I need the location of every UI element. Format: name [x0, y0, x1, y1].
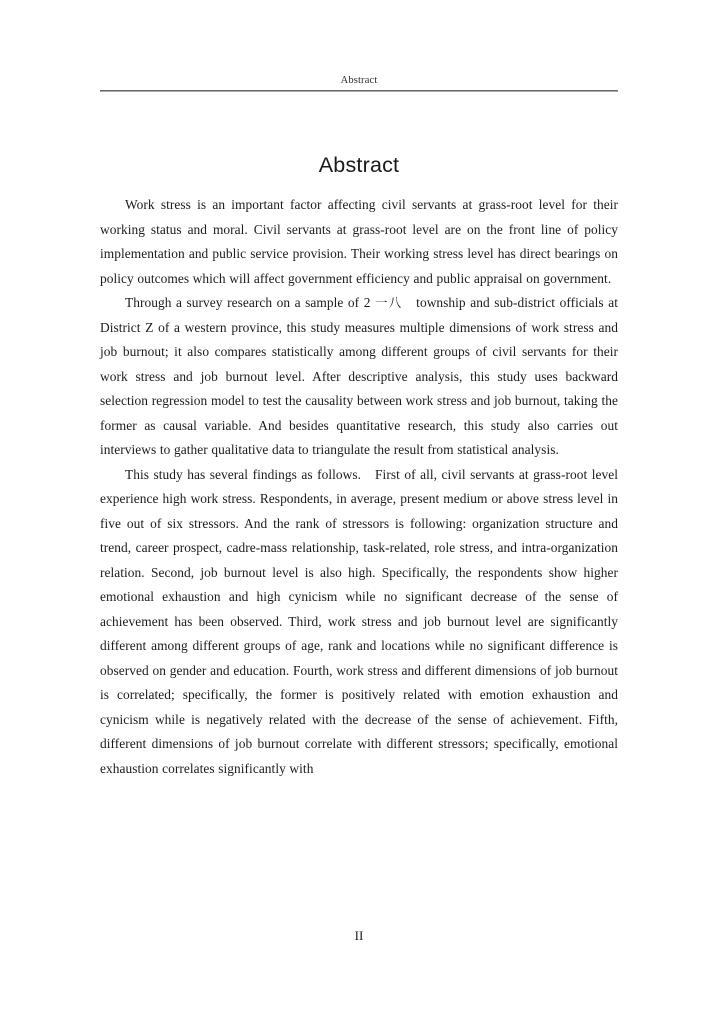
paragraph-2-text-before-cjk: Through a survey research on a sample of 2	[125, 295, 375, 310]
paragraph-3	[100, 463, 618, 782]
header-divider-rule	[100, 90, 618, 92]
paragraph-3-remainder: First of all, civil servants at grass-root level experience high work stress. Respondents, in average, present medium or above stress level in five out of six stressors. And the rank of stressors is following: organization structure and trend, career prospect, cadre-mass relationship, task-related, role stress, and intra-organization relation. Second, job burnout level is also high. Specifically, the respondents show higher emotional exhaustion and high cynicism while no significant decrease of the sense of achievement has been observed. Third, work stress and job burnout level are significantly different among different groups of age, rank and locations while no significant difference is observed on gender and education. Fourth, work stress and different dimensions of job burnout is correlated; specifically, the former is positively related with emotion exhaustion and cynicism while is negatively related with the decrease of the sense of achievement. Fifth, different dimensions of job burnout correlate with different stressors; specifically, emotional exhaustion correlates significantly with	[100, 466, 618, 776]
paragraph-2-text-after-cjk: township and sub-district officials at District Z of a western province, this study measures multiple dimensions of work stress and job burnout; it also compares statistically among different groups of civil servants for their work stress and job burnout level. After descriptive analysis, this study uses backward selection regression model to test the causality between work stress and job burnout, taking the former as causal variable. And besides quantitative research, this study also carries out interviews to gather qualitative data to triangulate the result from statistical analysis.	[100, 295, 618, 457]
page-number: II	[354, 928, 364, 943]
paragraph-3-sentence-1: This study has several findings as follows.	[125, 466, 362, 482]
page-title: Abstract	[318, 153, 400, 178]
abstract-body	[100, 193, 618, 781]
paragraph-1: Work stress is an important factor affecting civil servants at grass-root level for their working status and moral. Civil servants at grass-root level are on the front line of policy implementation and public service provision. Their working stress level has direct bearings on policy outcomes which will affect government efficiency and public appraisal on government.	[100, 197, 618, 286]
running-header: Abstract	[340, 75, 378, 86]
paragraph-2	[100, 291, 618, 463]
paragraph-2-cjk-number: 一八	[375, 295, 403, 310]
